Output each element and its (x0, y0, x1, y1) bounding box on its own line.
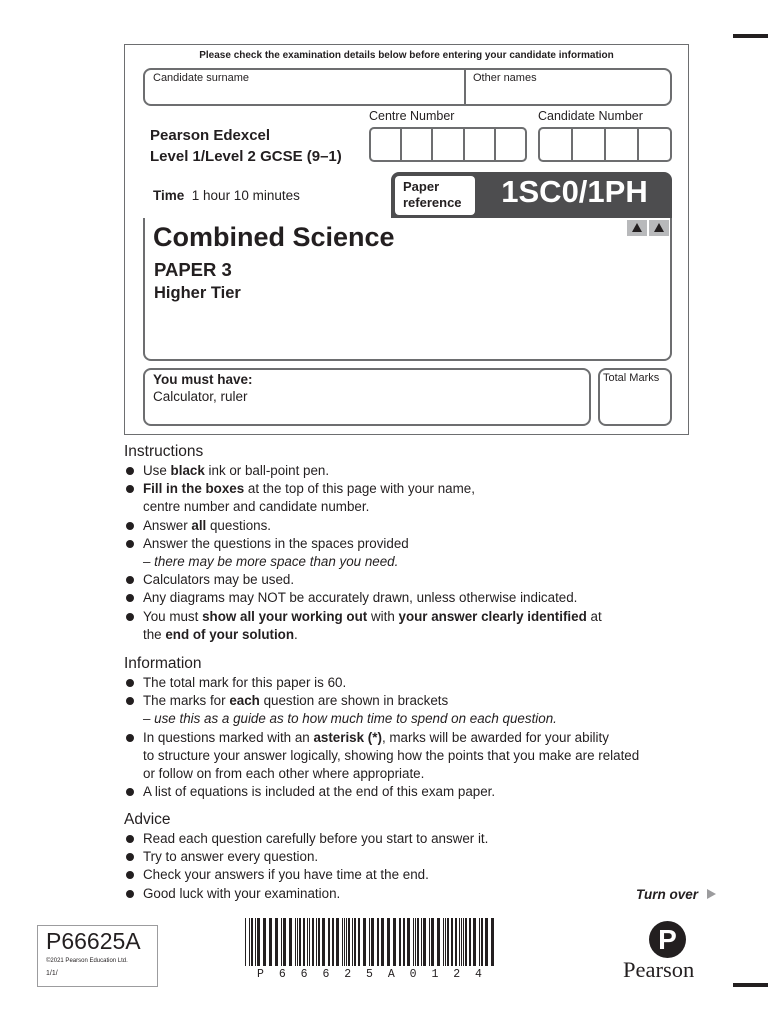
barcode-bar (443, 918, 444, 966)
logo-letter: P (658, 924, 677, 955)
barcode-bar (481, 918, 483, 966)
barcode-bar (437, 918, 440, 966)
barcode-bar (245, 918, 246, 966)
centre-number-field[interactable] (369, 127, 527, 162)
list-item: A list of equations is included at the end of this exam paper. (124, 783, 704, 801)
candidate-number-label: Candidate Number (538, 109, 643, 123)
barcode-bar (354, 918, 356, 966)
list-item: You must show all your working out with your answer clearly identified at the end of your solution. (124, 608, 704, 644)
barcode-bar (455, 918, 457, 966)
barcode-bar (316, 918, 317, 966)
total-marks-label: Total Marks (603, 372, 660, 384)
corner-mark-bottom (733, 983, 768, 987)
paper-reference-label-box (395, 176, 475, 215)
barcode-bar (328, 918, 330, 966)
barcode-bar (451, 918, 453, 966)
barcode-bar (479, 918, 480, 966)
barcode-bar (289, 918, 292, 966)
turn-over-label: Turn over (636, 887, 699, 902)
code-small: 1/1/ (46, 970, 58, 977)
list-item: Fill in the boxes at the top of this page with your name, centre number and candidate number. (124, 480, 704, 516)
list-item: Calculators may be used. (124, 571, 704, 589)
list-item: Answer all questions. (124, 517, 704, 535)
time-value: 1 hour 10 minutes (191, 188, 300, 203)
instructions-heading: Instructions (124, 443, 204, 460)
barcode-bar (275, 918, 278, 966)
barcode-bar (307, 918, 308, 966)
other-names-field[interactable]: Other names (473, 72, 537, 84)
barcode-bar (417, 918, 419, 966)
information-heading: Information (124, 655, 202, 672)
you-must-have-value: Calculator, ruler (153, 389, 248, 404)
tier-label: Higher Tier (154, 284, 241, 302)
barcode-bar (255, 918, 256, 966)
paper-reference-label-line2: reference (403, 195, 462, 210)
barcode-bar (352, 918, 353, 966)
barcode-bar (415, 918, 416, 966)
check-notice: Please check the examination details below before entering your candidate information (199, 50, 614, 61)
barcode-bar (381, 918, 384, 966)
barcode-bar (332, 918, 334, 966)
board-name: Pearson Edexcel (150, 127, 271, 144)
pearson-logo-icon (649, 921, 686, 958)
time-label: Time (153, 188, 185, 203)
tier-arrow-icon-2 (649, 220, 669, 236)
barcode-bar (363, 918, 366, 966)
copyright: ©2021 Pearson Education Ltd. (46, 958, 128, 964)
barcode-bar (263, 918, 266, 966)
barcode-bar (461, 918, 462, 966)
corner-mark-top (733, 34, 768, 38)
list-item: Check your answers if you have time at the end. (124, 866, 704, 884)
instructions-list (124, 462, 704, 644)
exam-board (150, 125, 342, 167)
barcode-bar (312, 918, 314, 966)
list-item: In questions marked with an asterisk (*), marks will be awarded for your ability to structure your answer logically, showing how the points that you make are related or follow on from each other where appropriate. (124, 729, 704, 784)
barcode (243, 918, 500, 970)
you-must-have-label: You must have: (153, 372, 253, 387)
barcode-bar (269, 918, 272, 966)
list-item: The total mark for this paper is 60. (124, 674, 704, 692)
barcode-bar (421, 918, 422, 966)
barcode-bar (469, 918, 471, 966)
list-item: Good luck with your examination. (124, 885, 704, 903)
barcode-bar (303, 918, 305, 966)
paper-number: PAPER 3 (154, 259, 232, 280)
barcode-bar (399, 918, 401, 966)
advice-list (124, 830, 704, 903)
barcode-bar (344, 918, 345, 966)
barcode-bar (485, 918, 488, 966)
barcode-bar (322, 918, 325, 966)
barcode-bar (283, 918, 286, 966)
barcode-bar (491, 918, 494, 966)
publisher-name: Pearson (623, 957, 695, 982)
list-item: Read each question carefully before you start to answer it. (124, 830, 704, 848)
triangle-right-icon (707, 889, 717, 899)
turn-over-link[interactable] (636, 887, 717, 902)
paper-code: P66625A (46, 928, 141, 954)
barcode-bar (251, 918, 253, 966)
barcode-bar (447, 918, 449, 966)
name-box-divider (464, 68, 466, 106)
barcode-bar (336, 918, 339, 966)
barcode-bar (459, 918, 460, 966)
barcode-bar (348, 918, 350, 966)
barcode-bar (318, 918, 320, 966)
barcode-bar (358, 918, 360, 966)
list-item: Answer the questions in the spaces provided – there may be more space than you need. (124, 535, 704, 571)
barcode-bar (377, 918, 379, 966)
barcode-bar (445, 918, 446, 966)
list-item: Try to answer every question. (124, 848, 704, 866)
information-list (124, 674, 704, 801)
subject-title: Combined Science (153, 222, 395, 252)
tier-arrow-icon (627, 220, 647, 236)
candidate-surname-field[interactable]: Candidate surname (153, 72, 250, 84)
barcode-bar (257, 918, 260, 966)
barcode-bar (429, 918, 430, 966)
barcode-bar (299, 918, 301, 966)
barcode-bar (295, 918, 296, 966)
barcode-bar (369, 918, 370, 966)
centre-number-label: Centre Number (369, 109, 455, 123)
barcode-bar (346, 918, 347, 966)
barcode-bar (463, 918, 464, 966)
barcode-bar (281, 918, 282, 966)
barcode-bar (403, 918, 405, 966)
barcode-text: P 6 6 6 2 5 A 0 1 2 4 (257, 968, 486, 981)
barcode-bar (297, 918, 298, 966)
list-item: The marks for each question are shown in brackets – use this as a guide as to how much time to spend on each question. (124, 692, 704, 728)
paper-reference-code: 1SC0/1PH (501, 174, 648, 209)
barcode-bar (342, 918, 343, 966)
list-item: Use black ink or ball-point pen. (124, 462, 704, 480)
barcode-bar (473, 918, 476, 966)
candidate-number-field[interactable] (538, 127, 672, 162)
barcode-bar (413, 918, 414, 966)
advice-heading: Advice (124, 811, 171, 828)
barcode-bar (309, 918, 310, 966)
barcode-bar (387, 918, 390, 966)
qualification-level: Level 1/Level 2 GCSE (9–1) (150, 148, 342, 165)
barcode-bar (431, 918, 434, 966)
barcode-bar (371, 918, 374, 966)
barcode-bar (423, 918, 426, 966)
time-row (153, 188, 300, 203)
barcode-bar (407, 918, 410, 966)
paper-reference-label-line1: Paper (403, 179, 440, 194)
barcode-bar (249, 918, 250, 966)
list-item: Any diagrams may NOT be accurately drawn, unless otherwise indicated. (124, 589, 704, 607)
barcode-bar (393, 918, 396, 966)
barcode-bar (465, 918, 467, 966)
